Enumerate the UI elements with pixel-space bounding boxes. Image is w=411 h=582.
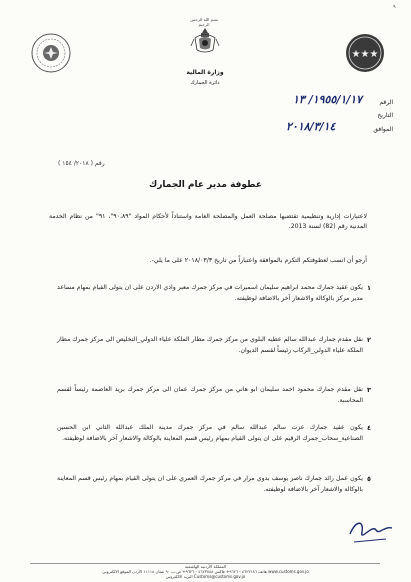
- hijri-label: الموافق: [373, 126, 393, 133]
- item-number: ٢: [367, 336, 371, 344]
- department-name: دائرة الجمارك: [190, 80, 220, 86]
- item-number: ١: [367, 284, 371, 292]
- document-reference: رقم ( ٢٠١٨/ ١٥٤ ): [58, 160, 105, 167]
- item-number: ٤: [367, 424, 371, 432]
- date-label: التاريخ: [377, 112, 393, 119]
- ref-label: الرقم: [379, 99, 393, 106]
- signature-icon: [346, 514, 396, 548]
- quality-award-icon: [344, 32, 386, 74]
- footer: [0, 564, 411, 579]
- item-number: ٥: [367, 475, 371, 483]
- list-item: يكون عقيد جمارك محمد ابراهيم سليمان اسميرات في مركز جمرك معبر وادي الاردن على ان يتولى القيام بمهام مساعد مدير مركز بالوكالة والاشعار آخر بالاضافة لوظيفته.: [57, 284, 363, 302]
- footer-email: البريد الالكتروني Customs@customs.gov.jo: [165, 574, 246, 579]
- intro-paragraph: لاعتبارات إدارية وتنظيمية تقتضيها مصلحة العمل والمصلحة العامة واستناداً لأحكام المواد "٩٠،٨٩"، ٩١" من نظام الخدمة المدنية رقم (82) لسنة 2013.: [49, 213, 368, 230]
- svg-text:★★★: ★★★: [351, 49, 379, 60]
- list-item: يكون عقيد جمارك عزت سالم عبدالله سالم في مركز جمرك مدينة الملك عبدالله الثاني ابن الحسين الصناعية_سحاب_جمرك الرقيم على ان يتولى القيام بمهام رئيس قسم المعاينة بالوكالة والاشعار آخر بالاضافة لوظيفته.: [57, 424, 363, 442]
- item-number: ٣: [367, 386, 371, 394]
- customs-badge-icon: [30, 32, 72, 74]
- footer-contact: هاتف ٤٦٢٣١٨٦ - ٩٦٢٦+ فاكس ٤٦٢٣٨٨٨ - ٩٦٢٦+ ص.ب ٩٠ عمان ١١١١٨ الأردن الموقع الالكتروني www.customs.gov.jo: [102, 569, 309, 574]
- list-item: نقل مقدم جمارك عبدالله سالم عطيه البلوي من مركز جمرك مطار الملكة علياء الدولي_التخليص الى مركز جمرك مطار الملكة علياء الدولي_الركاب رئيساً لقسم الديوان.: [57, 336, 363, 354]
- corner-mark: ٩: [393, 4, 396, 10]
- coat-of-arms-icon: [190, 26, 220, 56]
- list-item: نقل مقدم جمارك محمود احمد سليمان ابو هاني من مركز جمرك عمان الى مركز جمرك بريد العاصمة رئيساً لقسم المحاسبة.: [57, 386, 363, 404]
- basmala: بسم الله الرحمن الرحيم: [189, 17, 219, 27]
- ref-number-handwritten: ١٩٥٥/١/١٧/ ١٣: [293, 93, 363, 106]
- date-handwritten: ٢٠١٨/٣/١٤: [286, 120, 336, 133]
- list-item: يكون عمل رائد جمارك ناصر يوسف بدوي مرار في مركز جمرك العمري على ان يتولى القيام بمهام رئيس قسم المعاينة بالوكالة والاشعار آخر بالاضافة لوظيفته.: [57, 475, 363, 493]
- page-title: عطوفة مدير عام الجمارك: [149, 180, 262, 190]
- footer-country: المملكة الأردنية الهاشمية: [184, 564, 227, 569]
- ministry-name: وزارة المالية: [186, 69, 224, 76]
- request-paragraph: أرجو أن انسب لعطوفتكم التكرم بالموافقة واعتباراً من تاريخ ٢٠١٨/٠٣/٣ على ما يلي-.: [149, 257, 367, 264]
